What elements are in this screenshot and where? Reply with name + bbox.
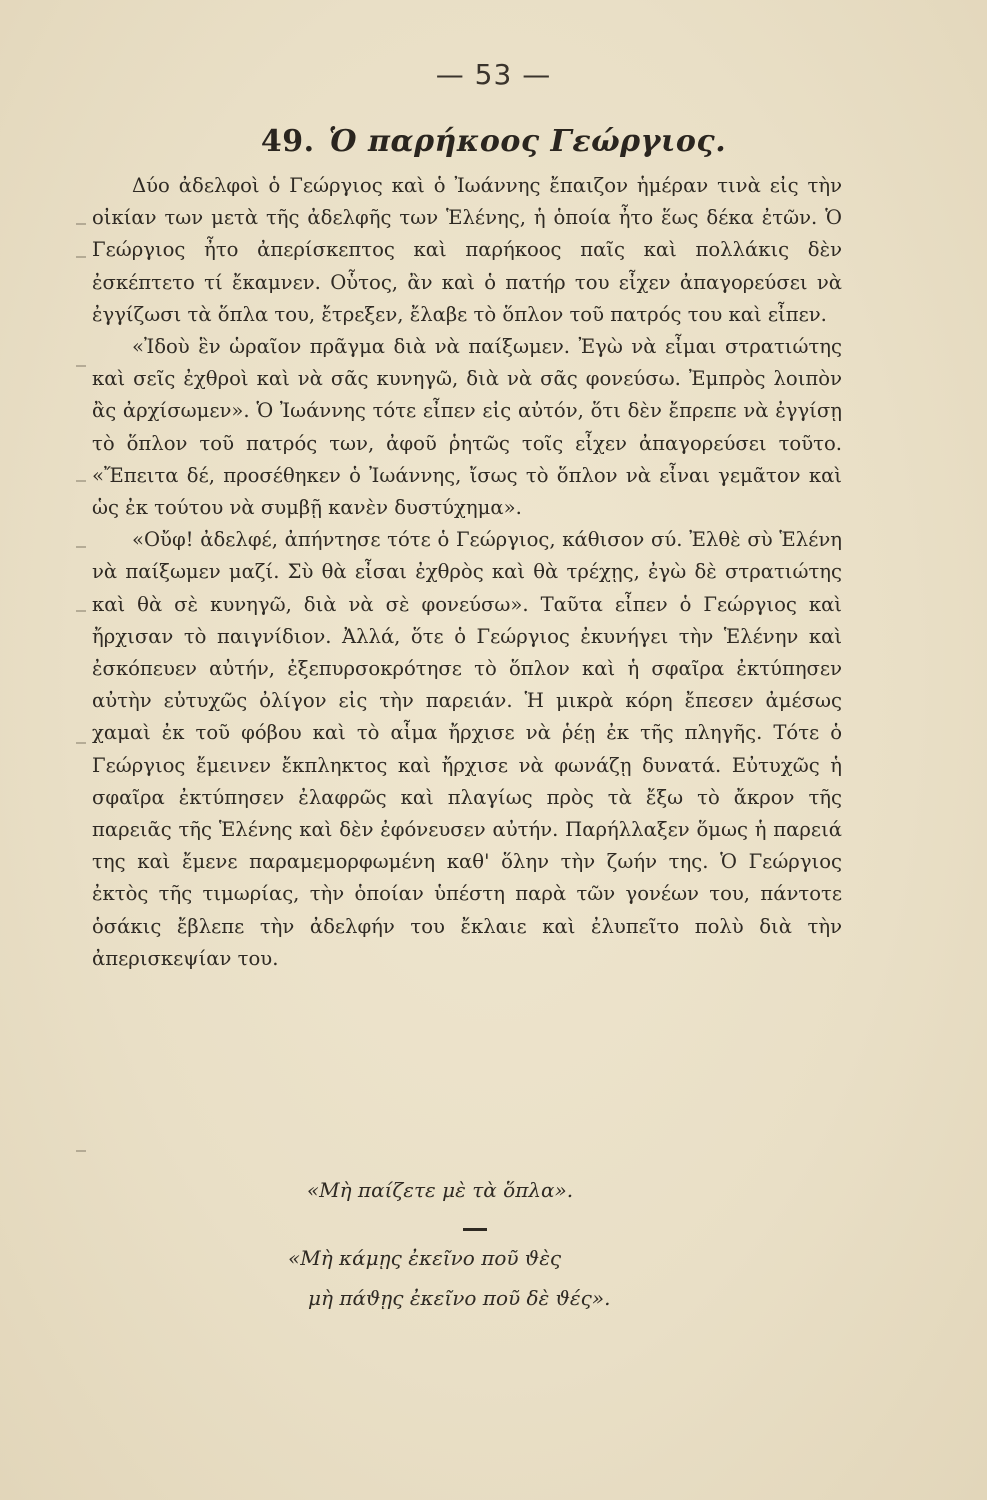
- story-title: [0, 124, 987, 159]
- margin-mark: [76, 546, 86, 548]
- margin-mark: [76, 365, 86, 367]
- page-number: — 53 —: [435, 58, 552, 91]
- moral-line: «Μὴ παίζετε μὲ τὰ ὅπλα».: [306, 1178, 574, 1202]
- margin-mark: [76, 742, 86, 744]
- margin-mark: [76, 256, 86, 258]
- separator-rule: [463, 1228, 487, 1231]
- margin-mark: [76, 610, 86, 612]
- paragraph-2: «Ἰδοὺ ἓν ὡραῖον πρᾶγμα διὰ νὰ παίξωμεν. Ἐγὼ νὰ εἶμαι στρατιώτης καὶ σεῖς ἐχθροὶ καὶ νὰ σᾶς κυνηγῶ, διὰ νὰ σᾶς φονεύσω. Ἐμπρὸς λοιπὸν ἂς ἀρχίσωμεν». Ὁ Ἰωάννης τότε εἶπεν εἰς αὐτόν, ὅτι δὲν ἔπρεπε νὰ ἐγγίσῃ τὸ ὅπλον τοῦ πατρός των, ἀφοῦ ῥητῶς τοῖς εἶχεν ἀπαγορεύσει τοῦτο. «Ἔπειτα δέ, προσέθηκεν ὁ Ἰωάννης, ἴσως τὸ ὅπλον νὰ εἶναι γεμᾶτον καὶ ὡς ἐκ τούτου νὰ συμβῇ κανὲν δυστύχημα».: [92, 335, 842, 520]
- story-body: [92, 170, 842, 975]
- margin-mark: [76, 223, 86, 225]
- paragraph-3: «Οὔφ! ἀδελφέ, ἀπήντησε τότε ὁ Γεώργιος, κάθισον σύ. Ἐλθὲ σὺ Ἑλένη νὰ παίξωμεν μαζί. Σὺ θὰ εἶσαι ἐχθρὸς καὶ θὰ τρέχῃς, ἐγὼ δὲ στρατιώτης καὶ θὰ σὲ κυνηγῶ, διὰ νὰ σὲ φονεύσω». Ταῦτα εἶπεν ὁ Γεώργιος καὶ ἤρχισαν τὸ παιγνίδιον. Ἀλλά, ὅτε ὁ Γεώργιος ἐκυνήγει τὴν Ἑλένην καὶ ἐσκόπευεν αὐτήν, ἐξεπυρσοκρότησε τὸ ὅπλον καὶ ἡ σφαῖρα ἐκτύπησεν αὐτὴν εὐτυχῶς ὀλίγον εἰς τὴν παρειάν. Ἡ μικρὰ κόρη ἔπεσεν ἀμέσως χαμαὶ ἐκ τοῦ φόβου καὶ τὸ αἷμα ἤρχισε νὰ ῥέῃ ἐκ τῆς πληγῆς. Τότε ὁ Γεώργιος ἔμεινεν ἔκπληκτος καὶ ἤρχισε νὰ φωνάζῃ δυνατά. Εὐτυχῶς ἡ σφαῖρα ἐκτύπησεν ἐλαφρῶς καὶ πλαγίως πρὸς τὰ ἔξω τὸ ἄκρον τῆς παρειᾶς τῆς Ἑλένης καὶ δὲν ἐφόνευσεν αὐτήν. Παρήλλαξεν ὅμως ἡ παρειά της καὶ ἔμενε παραμεμορφωμένη καθ' ὅλην τὴν ζωήν της. Ὁ Γεώργιος ἐκτὸς τῆς τιμωρίας, τὴν ὁποίαν ὑπέστη παρὰ τῶν γονέων του, πάντοτε ὁσάκις ἔβλεπε τὴν ἀδελφήν του ἔκλαιε καὶ ἐλυπεῖτο πολὺ διὰ τὴν ἀπερισκεψίαν του.: [92, 528, 842, 970]
- story-title-text: Ὁ παρήκοος Γεώργιος.: [328, 124, 727, 159]
- story-number: 49.: [260, 124, 315, 159]
- margin-mark: [76, 1150, 86, 1152]
- proverb: [288, 1238, 610, 1318]
- paragraph-1: Δύο ἀδελφοὶ ὁ Γεώργιος καὶ ὁ Ἰωάννης ἔπαιζον ἡμέραν τινὰ εἰς τὴν οἰκίαν των μετὰ τῆς ἀδελφῆς των Ἑλένης, ἡ ὁποία ἦτο ἕως δέκα ἐτῶν. Ὁ Γεώργιος ἦτο ἀπερίσκεπτος καὶ παρήκοος παῖς καὶ πολλάκις δὲν ἐσκέπτετο τί ἔκαμνεν. Οὗτος, ἂν καὶ ὁ πατήρ του εἶχεν ἀπαγορεύσει νὰ ἐγγίζωσι τὰ ὅπλα του, ἔτρεξεν, ἔλαβε τὸ ὅπλον τοῦ πατρός του καὶ εἶπεν.: [92, 174, 842, 326]
- margin-mark: [76, 480, 86, 482]
- proverb-line-2: μὴ πάϑῃς ἐκεῖνο ποῦ δὲ ϑές».: [308, 1286, 611, 1310]
- proverb-line-1: «Μὴ κάμῃς ἐκεῖνο ποῦ ϑὲς: [288, 1246, 562, 1270]
